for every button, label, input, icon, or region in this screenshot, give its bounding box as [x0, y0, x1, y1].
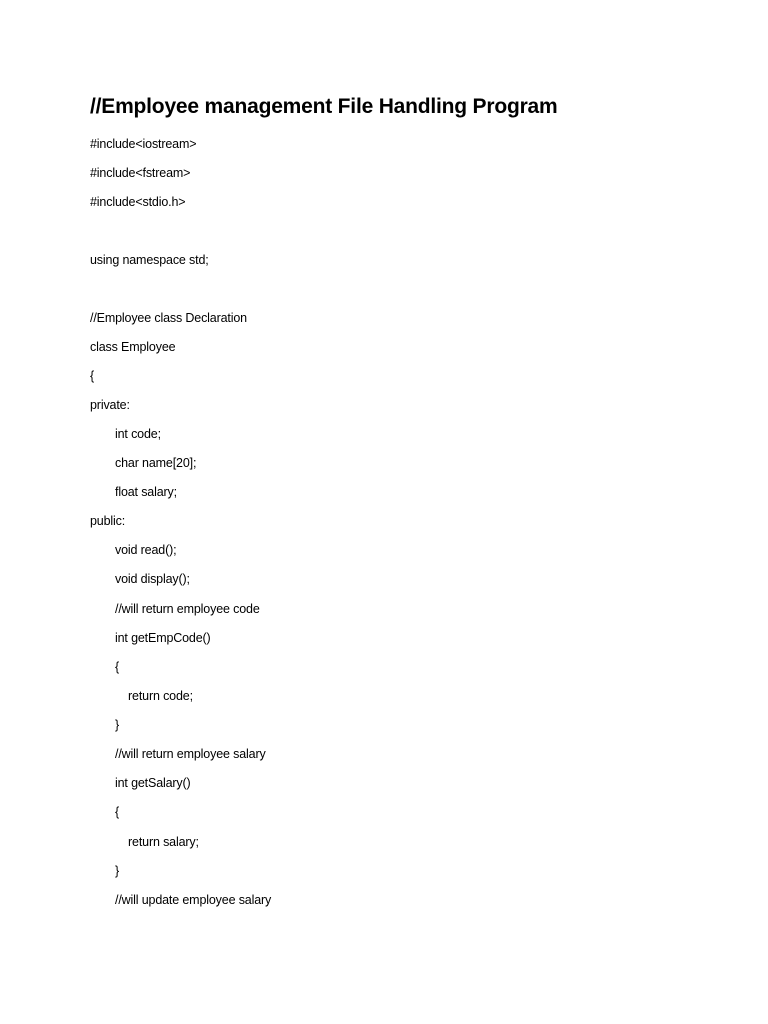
code-line: { [115, 805, 120, 819]
code-line: { [90, 369, 95, 383]
code-line: //will return employee code [115, 602, 260, 616]
code-line: { [115, 660, 120, 674]
code-line: } [115, 718, 120, 732]
code-line: void read(); [115, 543, 177, 557]
document-title: //Employee management File Handling Program [90, 95, 558, 118]
code-line: public: [90, 514, 126, 528]
code-line: //Employee class Declaration [90, 311, 247, 325]
code-line: //will return employee salary [115, 747, 266, 761]
code-line: #include<stdio.h> [90, 195, 186, 209]
code-line: #include<iostream> [90, 137, 197, 151]
code-line: return code; [128, 689, 193, 703]
code-line: float salary; [115, 485, 177, 499]
code-line: class Employee [90, 340, 176, 354]
code-line: using namespace std; [90, 253, 209, 267]
code-line: } [115, 864, 120, 878]
code-line: void display(); [115, 572, 190, 586]
code-line: int getSalary() [115, 776, 191, 790]
code-line: #include<fstream> [90, 166, 191, 180]
code-line: private: [90, 398, 130, 412]
code-line: return salary; [128, 835, 199, 849]
code-line: //will update employee salary [115, 893, 272, 907]
code-line: char name[20]; [115, 456, 197, 470]
code-line: int code; [115, 427, 161, 441]
code-line: int getEmpCode() [115, 631, 211, 645]
